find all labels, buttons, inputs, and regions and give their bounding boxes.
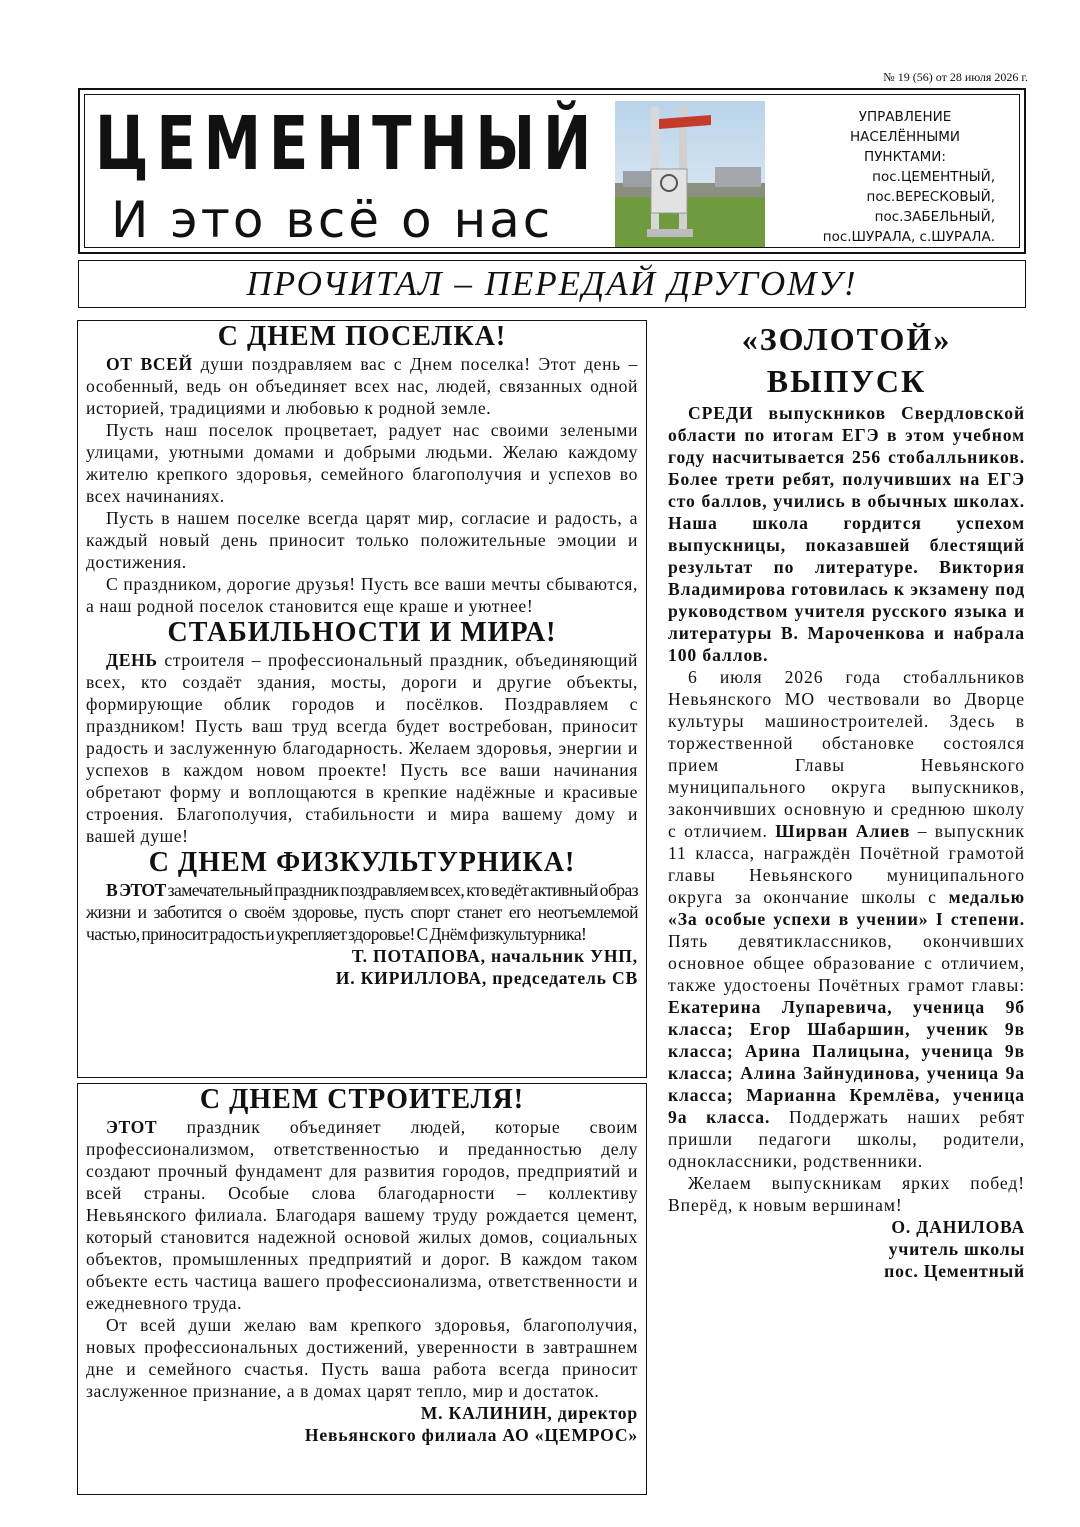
heading-builders-day: С ДНЕМ СТРОИТЕЛЯ! <box>199 1084 525 1115</box>
paragraph-text: души поздравляем вас с Днем поселка! Этот день – особенный, ведь он объединяет всех нас, людей, связанных одной историей, традициями и любовью к родной земле. <box>86 354 638 418</box>
signature-line: Невьянского филиала АО «ЦЕМРОС» <box>304 1425 638 1445</box>
heading-village-day: С ДНЕМ ПОСЕЛКА! <box>217 321 507 352</box>
sports-paragraph-wrap <box>86 879 638 945</box>
paragraph: От всей души желаю вам крепкого здоровья, благополучия, новых профессиональных достижений, уверенности в завтрашнем дне и семейного счастья. Пусть ваша работа всегда приносит заслуженное признание, а в домах царят тепло, мир и достаток. <box>86 1315 638 1401</box>
masthead <box>78 88 1026 254</box>
builders-day-box <box>77 1083 647 1495</box>
paragraph-text: – выпускник 11 класса, награждён Почётной грамотой главы Невьянского муниципального округа за окончание школы с <box>668 821 1025 907</box>
medal-text: медалью «За особые успехи в учении» I степени. <box>668 887 1025 929</box>
heading-stability: СТАБИЛЬНОСТИ И МИРА! <box>167 617 557 648</box>
admin-line: пос.ЦЕМЕНТНЫЙ, <box>872 169 995 185</box>
paragraph: СРЕДИ выпускников Свердловской области по итогам ЕГЭ в этом учебном году насчитывается 256 стобалльников. Более трети ребят, получивших на ЕГЭ сто баллов, учились в обычных школах. Наша школа гордится успехом выпускницы, показавшей блестящий результат по литературе. Виктория Владимирова готовилась к экзамену под руководством учителя русского языка и литературы В. Мароченкова и набрала 100 баллов. <box>668 403 1025 665</box>
admin-line: пос.ВЕРЕСКОВЫЙ, <box>866 189 995 205</box>
paragraph <box>86 1116 638 1314</box>
paragraph-text: замечательный праздник поздравляем всех, кто ведёт активный образ жизни и заботится о своём здоровье, пусть спорт станет его неотъемлемой частью, приносит радость и укрепляет здоровье! С Днём физкультурника! <box>86 880 639 944</box>
paragraph-text: Пять девятиклассников, окончивших основное общее образование с отличием, также удостоены Почётных грамот главы: <box>668 931 1025 995</box>
lead-words: ОТ ВСЕЙ <box>106 354 193 374</box>
paragraph-text: праздник объединяет людей, которые своим профессионализмом, ответственностью и преданностью делу создают прочный фундамент для развития городов, предприятий и всей страны. Особые слова благодарности – коллективу Невьянского филиала. Благодаря вашему труду рождается цемент, который становится надежной основой жилых домов, социальных объектов, промышленных предприятий и дорог. В каждом таком объекте есть частица вашего профессионализма, ответственности и ежедневного труда. <box>86 1117 638 1313</box>
graduate-name: Ширван Алиев <box>775 821 911 841</box>
honored-students: Екатерина Лупаревича, ученица 9б класса; Егор Шабаршин, ученик 9в класса; Арина Палицына, ученица 9в класса; Алина Зайнудинова, ученица 9а класса; Марианна Кремлёва, ученица 9а класса. <box>668 997 1025 1127</box>
admin-line: УПРАВЛЕНИЕ <box>858 109 952 125</box>
paragraph-text: 6 июля 2026 года стобалльников Невьянского МО чествовали во Дворце культуры машиностроителей. Здесь в торжественной обстановке состоялся прием Главы Невьянского муниципального округа выпускников, закончивших основную и среднюю школу с отличием. <box>668 667 1025 841</box>
paragraph: Пусть наш поселок процветает, радует нас своими зелеными улицами, уютными домами и добрыми людьми. Желаю каждому жителю крепкого здоровья, семейного благополучия и успехов во всех начинаниях. <box>86 420 638 506</box>
paragraph <box>86 353 638 419</box>
signature-line: М. КАЛИНИН, директор <box>420 1403 638 1423</box>
village-entrance-photo <box>615 101 765 247</box>
paragraph: Желаем выпускникам ярких побед! Вперёд, к новым вершинам! <box>668 1173 1025 1215</box>
lead-words: В ЭТОТ <box>106 880 166 900</box>
signature-line: учитель школы <box>888 1239 1025 1259</box>
admin-line: пос.ШУРАЛА, с.ШУРАЛА. <box>822 229 995 245</box>
newspaper-subtitle: И это всё о нас <box>111 191 554 249</box>
admin-line: ПУНКТАМИ: <box>864 149 946 165</box>
administration-block <box>795 107 995 247</box>
paragraph-text: строителя – профессиональный праздник, объединяющий всех, кто создаёт здания, мосты, дороги и другие объекты, формирующие облик городов и посёлков. Поздравляем с праздником! Пусть ваш труд всегда будет востребован, приносит радость и заслуженную благодарность. Желаем здоровья, энергии и успехов в каждом новом проекте! Пусть все ваши начинания обретают форму и воплощаются в крепкие надёжные и красивые строения. Благополучия, стабильности и мира вашему дому и вашей душе! <box>86 650 638 846</box>
issue-number: № 19 (56) от 28 июля 2026 г. <box>883 70 1028 84</box>
admin-line: НАСЕЛЁННЫМИ <box>850 129 960 145</box>
paragraph <box>86 649 638 847</box>
paragraph: Пусть в нашем поселке всегда царят мир, согласие и радость, а каждый новый день приносит только положительные эмоции и достижения. <box>86 508 638 572</box>
graduates-article <box>668 318 1025 1282</box>
lead-words: ЭТОТ <box>106 1117 158 1137</box>
admin-line: пос.ЗАБЕЛЬНЫЙ, <box>874 209 995 225</box>
slogan-banner: ПРОЧИТАЛ – ПЕРЕДАЙ ДРУГОМУ! <box>78 260 1026 308</box>
greetings-box <box>77 320 647 1078</box>
signature-line: О. ДАНИЛОВА <box>891 1217 1025 1237</box>
lead-words: ДЕНЬ <box>106 650 158 670</box>
signature-line: пос. Цементный <box>884 1261 1025 1281</box>
heading-golden-graduates: «ЗОЛОТОЙ» ВЫПУСК <box>741 321 952 399</box>
paragraph <box>668 666 1025 1172</box>
newspaper-title: ЦЕМЕНТНЫЙ <box>95 101 600 187</box>
paragraph: С праздником, дорогие друзья! Пусть все ваши мечты сбываются, а наш родной поселок становится еще краше и уютнее! <box>86 574 638 616</box>
signature-line: И. КИРИЛЛОВА, председатель СВ <box>335 968 638 988</box>
masthead-inner-frame <box>84 94 1020 248</box>
paragraph <box>86 879 638 945</box>
heading-sports-day: С ДНЕМ ФИЗКУЛЬТУРНИКА! <box>148 847 576 878</box>
signature-line: Т. ПОТАПОВА, начальник УНП, <box>351 946 638 966</box>
paragraph-text: Поддержать наших ребят пришли педагоги школы, родители, одноклассники, родственники. <box>668 1107 1025 1171</box>
